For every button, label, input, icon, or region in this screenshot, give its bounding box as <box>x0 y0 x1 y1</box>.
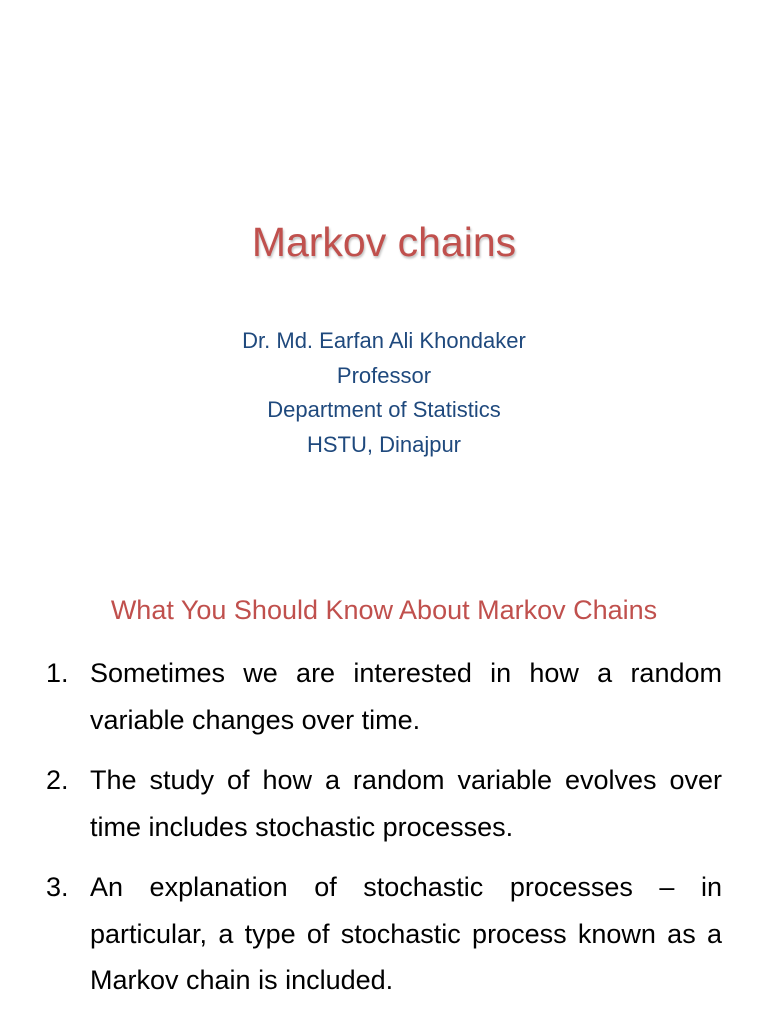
list-item-text: An explanation of stochastic processes – in particular, a type of stochastic process known as a Markov chain is included. <box>90 872 722 995</box>
list-item-text: Sometimes we are interested in how a random variable changes over time. <box>90 658 722 735</box>
slide-title: Markov chains <box>251 219 517 265</box>
author-block <box>0 324 768 462</box>
author-department: Department of Statistics <box>267 397 501 422</box>
list-item-number: 2. <box>46 765 69 795</box>
content-slide-title: What You Should Know About Markov Chains <box>110 595 658 625</box>
points-list <box>46 650 722 1018</box>
list-item-number: 3. <box>46 872 69 902</box>
list-item-text: The study of how a random variable evolves over time includes stochastic processes. <box>90 765 722 842</box>
list-item <box>46 864 722 1004</box>
author-institution: HSTU, Dinajpur <box>306 431 462 457</box>
author-role: Professor <box>336 362 432 388</box>
author-name: Dr. Md. Earfan Ali Khondaker <box>242 328 526 353</box>
content-slide <box>0 560 768 1024</box>
list-item <box>46 650 722 743</box>
list-item-number: 1. <box>46 658 69 688</box>
list-item <box>46 757 722 850</box>
